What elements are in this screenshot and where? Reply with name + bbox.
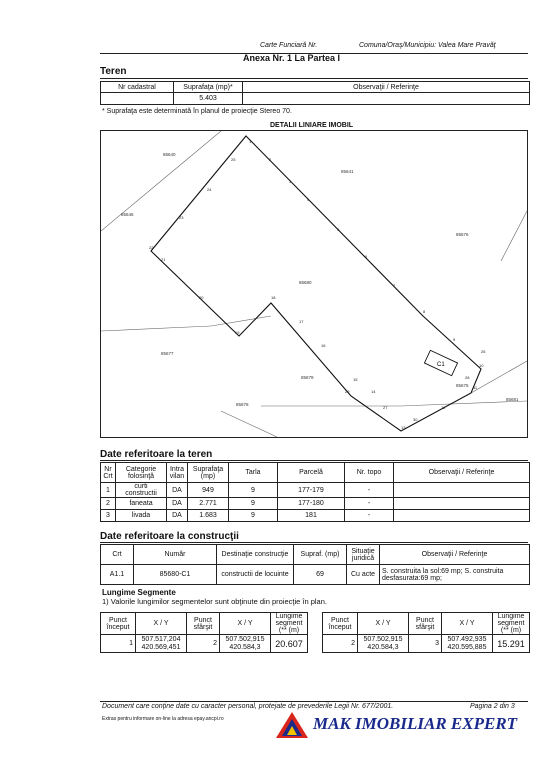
brand-name: MAK IMOBILIAR EXPERT: [313, 714, 518, 733]
location-label: Comuna/Oraş/Municipiu: Valea Mare Pravăţ: [359, 42, 496, 49]
cell: [136, 635, 187, 653]
point-number: 3: [289, 179, 292, 184]
parcel-boundary: [151, 136, 481, 431]
coord-x: 507.502,915: [225, 635, 265, 643]
coord-y: 420.595,885: [447, 643, 487, 651]
point-number: 2: [269, 157, 272, 162]
brand-triangle-icon: [274, 710, 310, 740]
cell: 949: [188, 483, 229, 498]
cell: [394, 498, 530, 510]
cell: DA: [167, 483, 188, 498]
neighbor-boundary: [101, 181, 161, 231]
point-number: 25: [231, 157, 236, 162]
point-number: 26: [481, 349, 486, 354]
cell: 85680-C1: [134, 565, 217, 585]
col-xy: X / Y: [136, 613, 187, 635]
cell: -: [345, 498, 394, 510]
cell: [358, 635, 409, 653]
col-punct-inceput: Punct început: [101, 613, 136, 635]
cell: DA: [167, 510, 188, 522]
cell: 69: [294, 565, 347, 585]
point-number: 22: [149, 245, 154, 250]
table-row: [101, 635, 308, 653]
point-number: 23: [179, 215, 184, 220]
point-number: 29: [345, 389, 350, 394]
col-lungime: Lungime segment (** (m): [493, 613, 530, 635]
lungime-title: Lungime Segmente: [102, 588, 176, 597]
cell: 181: [278, 510, 345, 522]
point-number: 20: [199, 295, 204, 300]
lungime-right-table: [322, 612, 530, 653]
col-tarla: Tarla: [229, 463, 278, 483]
cell: 9: [229, 483, 278, 498]
point-number: 13: [401, 425, 406, 430]
point-number: 17: [299, 319, 304, 324]
col-punct-sfarsit: Punct sfârşit: [409, 613, 442, 635]
point-number: 21: [161, 257, 166, 262]
cell: 177-179: [278, 483, 345, 498]
cell: [394, 483, 530, 498]
brand-logo: [274, 710, 310, 740]
date-teren-rule: [100, 460, 528, 461]
point-number: 12: [441, 405, 446, 410]
plan-frame: [100, 130, 528, 438]
point-number: 11: [473, 385, 478, 390]
teren-footnote: * Suprafaţa este determinată în planul de proiecţie Stereo 70.: [102, 108, 292, 115]
cell: constructii de locuinte: [217, 565, 294, 585]
col-suprafata: Suprafaţa (mp): [188, 463, 229, 483]
table-row: [101, 565, 530, 585]
date-teren-title: Date referitoare la teren: [100, 449, 213, 460]
point-number: 10: [479, 363, 484, 368]
footer-rule: [100, 701, 528, 702]
parcel-label-85678: 85678: [236, 402, 249, 407]
cell: DA: [167, 498, 188, 510]
coord-x: 507.517,204: [141, 635, 181, 643]
col-crt: Crt: [101, 545, 134, 565]
parcel-label-85679: 85679: [301, 375, 314, 380]
cell: 9: [229, 498, 278, 510]
coord-y: 420.584,3: [367, 643, 399, 651]
col-observatii: Observaţii / Referinţe: [394, 463, 530, 483]
col-xy: X / Y: [442, 613, 493, 635]
parcel-label-85641: 85641: [341, 169, 354, 174]
teren-title: Teren: [100, 66, 127, 77]
col-nr-topo: Nr. topo: [345, 463, 394, 483]
cell: -: [345, 510, 394, 522]
parcel-label-85676: 85676: [456, 232, 469, 237]
cell-suprafata: 5.403: [174, 93, 243, 105]
table-row: [323, 635, 530, 653]
point-number: 30: [413, 417, 418, 422]
parcel-label-85640: 85640: [163, 152, 176, 157]
col-intravilan: Intra vilan: [167, 463, 188, 483]
cell: [394, 510, 530, 522]
point-number: 6: [365, 254, 368, 259]
neighbor-boundary: [501, 211, 527, 261]
col-nr-crt: Nr Crt: [101, 463, 116, 483]
plan-title: DETALII LINIARE IMOBIL: [270, 122, 354, 129]
col-suprafata: Suprafaţa (mp)*: [174, 82, 243, 93]
col-situatie: Situaţie juridică: [347, 545, 380, 565]
col-xy: X / Y: [358, 613, 409, 635]
neighbor-boundary: [221, 411, 277, 437]
coord-y: 420.569,451: [141, 643, 181, 651]
col-xy: X / Y: [220, 613, 271, 635]
date-constructii-title: Date referitoare la construcţii: [100, 531, 239, 542]
col-observatii: Observaţii / Referinţe: [243, 82, 530, 93]
cell: 2: [101, 498, 116, 510]
point-number: 1: [249, 139, 252, 144]
point-number: 9: [453, 337, 456, 342]
cell: 3: [101, 510, 116, 522]
col-categorie: Categorie folosinţă: [116, 463, 167, 483]
cell: 15.291: [493, 635, 530, 653]
cell: livada: [116, 510, 167, 522]
cell: 177-180: [278, 498, 345, 510]
point-number: 24: [207, 187, 212, 192]
cell: 9: [229, 510, 278, 522]
point-number: 18: [271, 295, 276, 300]
carte-funciara-label: Carte Funciară Nr.: [260, 42, 318, 49]
col-nr-cadastral: Nr cadastral: [101, 82, 174, 93]
lungime-left-table: [100, 612, 308, 653]
table-row: [101, 510, 530, 522]
cell: 2: [187, 635, 220, 653]
coord-x: 507.502,915: [363, 635, 403, 643]
parcel-label-85677: 85677: [161, 351, 174, 356]
cell: 3: [409, 635, 442, 653]
col-suprafata: Supraf. (mp): [294, 545, 347, 565]
cell: faneata: [116, 498, 167, 510]
parcel-label-85675: 85675: [456, 383, 469, 388]
point-number: 7: [393, 283, 396, 288]
point-number: 4: [307, 197, 310, 202]
cell: 2: [323, 635, 358, 653]
cell: S. construita la sol:69 mp; S. construita desfasurata:69 mp;: [380, 565, 530, 585]
coord-y: 420.584,3: [229, 643, 261, 651]
cell: [220, 635, 271, 653]
neighbor-boundary: [101, 326, 211, 331]
col-parcela: Parcelă: [278, 463, 345, 483]
cell-observatii: [243, 93, 530, 105]
point-number: 28: [465, 375, 470, 380]
cell: curti constructii: [116, 483, 167, 498]
cell: 1.683: [188, 510, 229, 522]
date-teren-table: [100, 462, 530, 522]
annex-title: Anexa Nr. 1 La Partea I: [243, 53, 341, 63]
col-lungime: Lungime segment (** (m): [271, 613, 308, 635]
point-number: 5: [337, 227, 340, 232]
cell: 1: [101, 635, 136, 653]
cell: Cu acte: [347, 565, 380, 585]
parcel-label-85680: 85680: [299, 280, 312, 285]
cell: 2.771: [188, 498, 229, 510]
point-number: 27: [383, 405, 388, 410]
lungime-subtitle: 1) Valorile lungimilor segmentelor sunt obţinute din proiecţie în plan.: [102, 597, 327, 606]
cadastral-plan: [101, 131, 527, 437]
date-constructii-rule: [100, 542, 528, 543]
date-constructii-table: [100, 544, 530, 585]
parcel-label-85681: 85681: [506, 397, 519, 402]
teren-table: [100, 81, 530, 105]
point-number: 14: [371, 389, 376, 394]
cell: -: [345, 483, 394, 498]
cell: A1.1: [101, 565, 134, 585]
cell: 1: [101, 483, 116, 498]
teren-rule: [100, 78, 528, 79]
parcel-label-85646: 85646: [121, 212, 134, 217]
col-observatii: Observaţii / Referinţe: [380, 545, 530, 565]
table-row: [101, 483, 530, 498]
point-number: 16: [321, 343, 326, 348]
extras-note: Extras pentru informare on-line la adresa epay.ancpi.ro: [102, 716, 224, 722]
cell-nr-cadastral: [101, 93, 174, 105]
cell: 20.607: [271, 635, 308, 653]
cell: [442, 635, 493, 653]
table-row: [101, 498, 530, 510]
point-number: 8: [423, 309, 426, 314]
col-punct-inceput: Punct început: [323, 613, 358, 635]
col-punct-sfarsit: Punct sfârşit: [187, 613, 220, 635]
page-number: Pagina 2 din 3: [470, 703, 515, 710]
col-destinatie: Destinaţie construcţie: [217, 545, 294, 565]
point-number: 19: [235, 330, 240, 335]
col-numar: Număr: [134, 545, 217, 565]
coord-x: 507.492,935: [447, 635, 487, 643]
point-number: 15: [353, 377, 358, 382]
building-label: C1: [437, 362, 445, 368]
doc-note: Document care conţine date cu caracter personal, protejate de prevederile Legii Nr. 677/2001.: [102, 703, 394, 710]
